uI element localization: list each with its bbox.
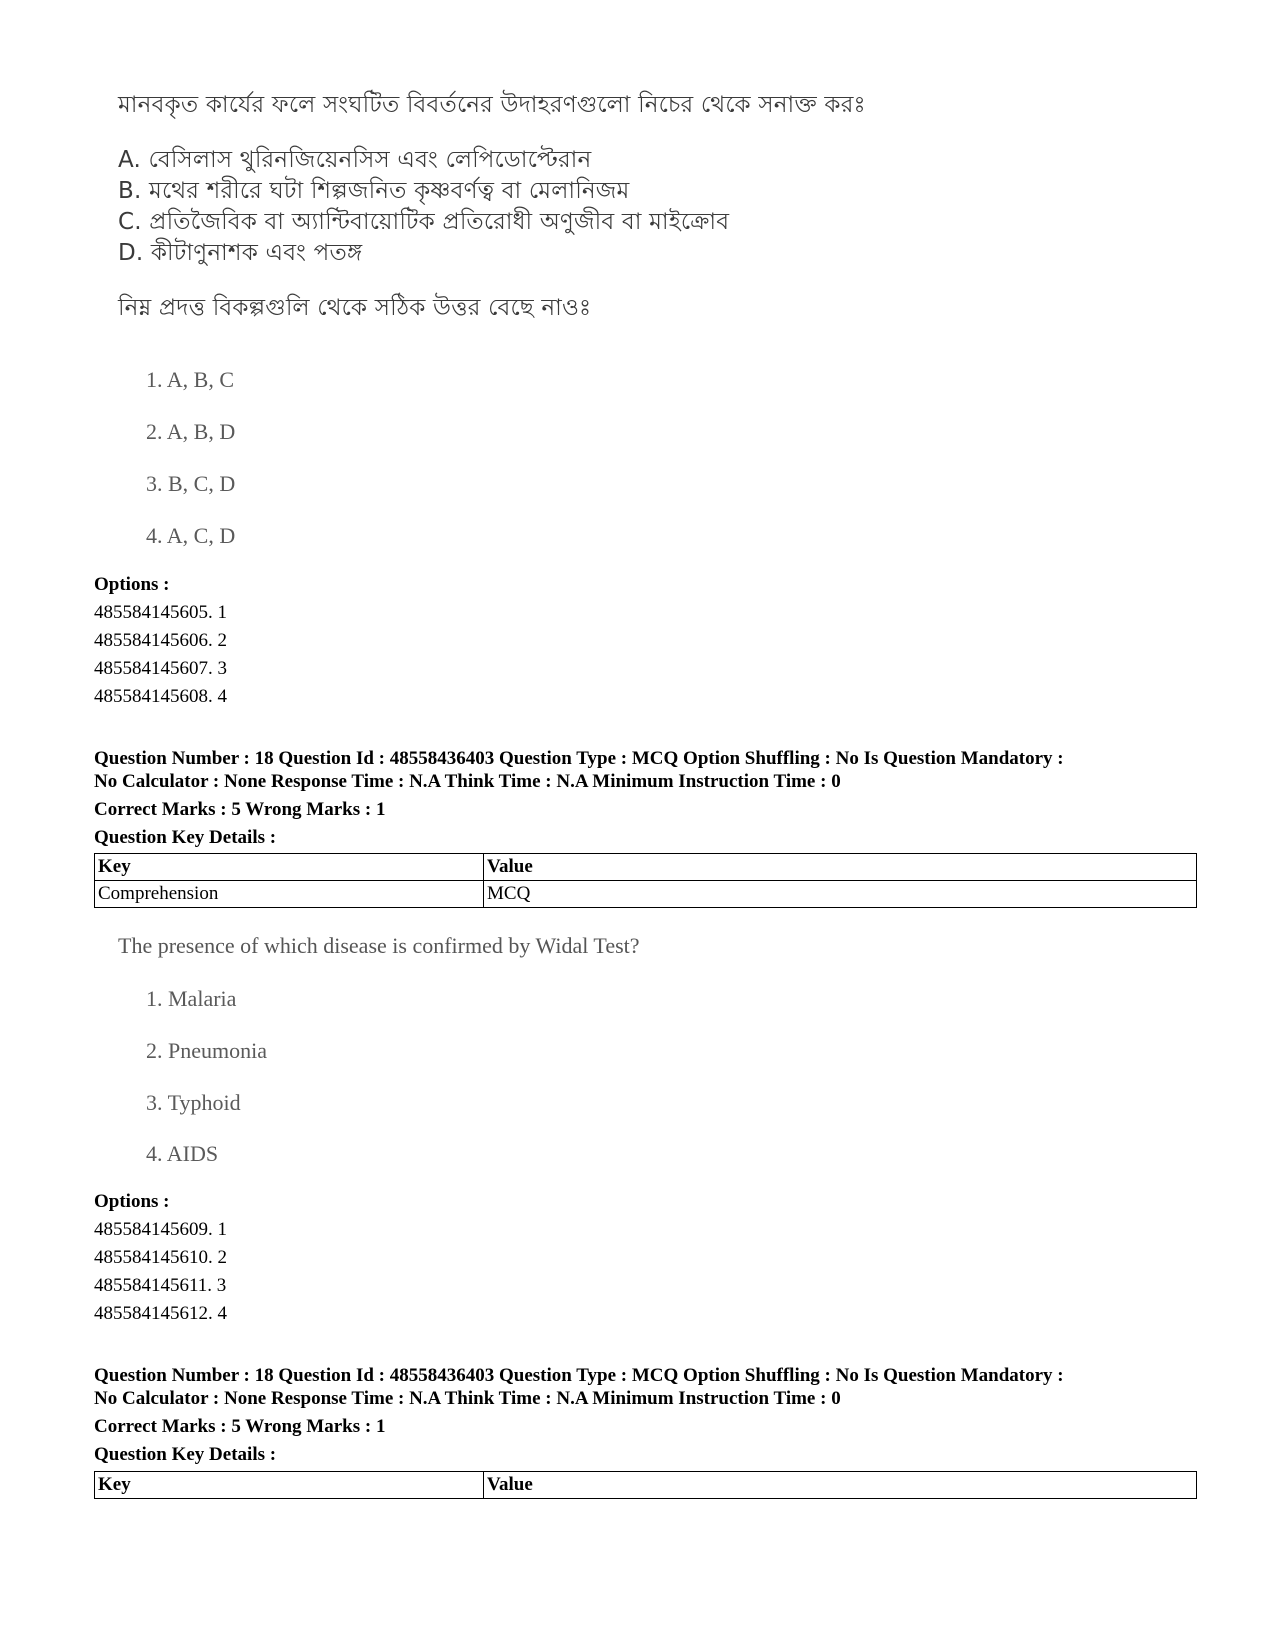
statement-b: B. মথের শরীরে ঘটা শিল্পজনিত কৃষ্ণবর্ণত্ব বা মেলানিজম	[118, 178, 630, 204]
options-title: Options :	[94, 1191, 170, 1212]
choice-4: 4. AIDS	[146, 1141, 219, 1166]
table-header-key: Key	[95, 1472, 484, 1499]
table-header-key: Key	[95, 854, 484, 881]
marks-line: Correct Marks : 5 Wrong Marks : 1	[94, 1416, 386, 1437]
choice-3: 3. B, C, D	[146, 471, 236, 496]
choice-3: 3. Typhoid	[146, 1090, 241, 1115]
marks-line: Correct Marks : 5 Wrong Marks : 1	[94, 799, 386, 820]
statement-c: C. প্রতিজৈবিক বা অ্যান্টিবায়োটিক প্রতিরোধী অণুজীব বা মাইক্রোব	[118, 209, 730, 235]
option-item: 485584145611. 3	[94, 1275, 227, 1296]
table-header-value: Value	[484, 1472, 1197, 1499]
key-details-table	[94, 853, 1197, 908]
option-item: 485584145608. 4	[94, 686, 227, 707]
key-details-title: Question Key Details :	[94, 1444, 277, 1465]
statement-d: D. কীটাণুনাশক এবং পতঙ্গ	[118, 240, 363, 266]
options-title: Options :	[94, 574, 170, 595]
table-header-row	[95, 854, 1197, 881]
option-item: 485584145612. 4	[94, 1303, 227, 1324]
statement-a: A. বেসিলাস থুরিনজিয়েনসিস এবং লেপিডোপ্টেরান	[118, 147, 592, 173]
question-header-line1: Question Number : 18 Question Id : 48558436403 Question Type : MCQ Option Shuffling : No Is Question Mandatory :	[94, 748, 1064, 769]
choice-1: 1. Malaria	[146, 986, 237, 1011]
table-cell-value: MCQ	[484, 881, 1197, 908]
option-item: 485584145605. 1	[94, 602, 227, 623]
question-header-line1: Question Number : 18 Question Id : 48558436403 Question Type : MCQ Option Shuffling : No Is Question Mandatory :	[94, 1365, 1064, 1386]
question-stem: মানবকৃত কার্যের ফলে সংঘটিত বিবর্তনের উদাহরণগুলো নিচের থেকে সনাক্ত করঃ	[118, 92, 866, 118]
option-item: 485584145610. 2	[94, 1247, 227, 1268]
option-item: 485584145607. 3	[94, 658, 227, 679]
key-details-table	[94, 1471, 1197, 1499]
table-header-value: Value	[484, 854, 1197, 881]
question-header-line2: No Calculator : None Response Time : N.A Think Time : N.A Minimum Instruction Time : 0	[94, 1388, 841, 1409]
option-item: 485584145606. 2	[94, 630, 227, 651]
choice-2: 2. A, B, D	[146, 419, 236, 444]
key-details-title: Question Key Details :	[94, 827, 277, 848]
question-stem: The presence of which disease is confirmed by Widal Test?	[118, 933, 640, 958]
table-row	[95, 881, 1197, 908]
table-header-row	[95, 1472, 1197, 1499]
option-item: 485584145609. 1	[94, 1219, 227, 1240]
choice-1: 1. A, B, C	[146, 367, 235, 392]
choice-4: 4. A, C, D	[146, 523, 236, 548]
choice-2: 2. Pneumonia	[146, 1038, 267, 1063]
question-header-line2: No Calculator : None Response Time : N.A Think Time : N.A Minimum Instruction Time : 0	[94, 771, 841, 792]
table-cell-key: Comprehension	[95, 881, 484, 908]
instruction-text: নিম্ন প্রদত্ত বিকল্পগুলি থেকে সঠিক উত্তর বেছে নাওঃ	[118, 295, 592, 321]
